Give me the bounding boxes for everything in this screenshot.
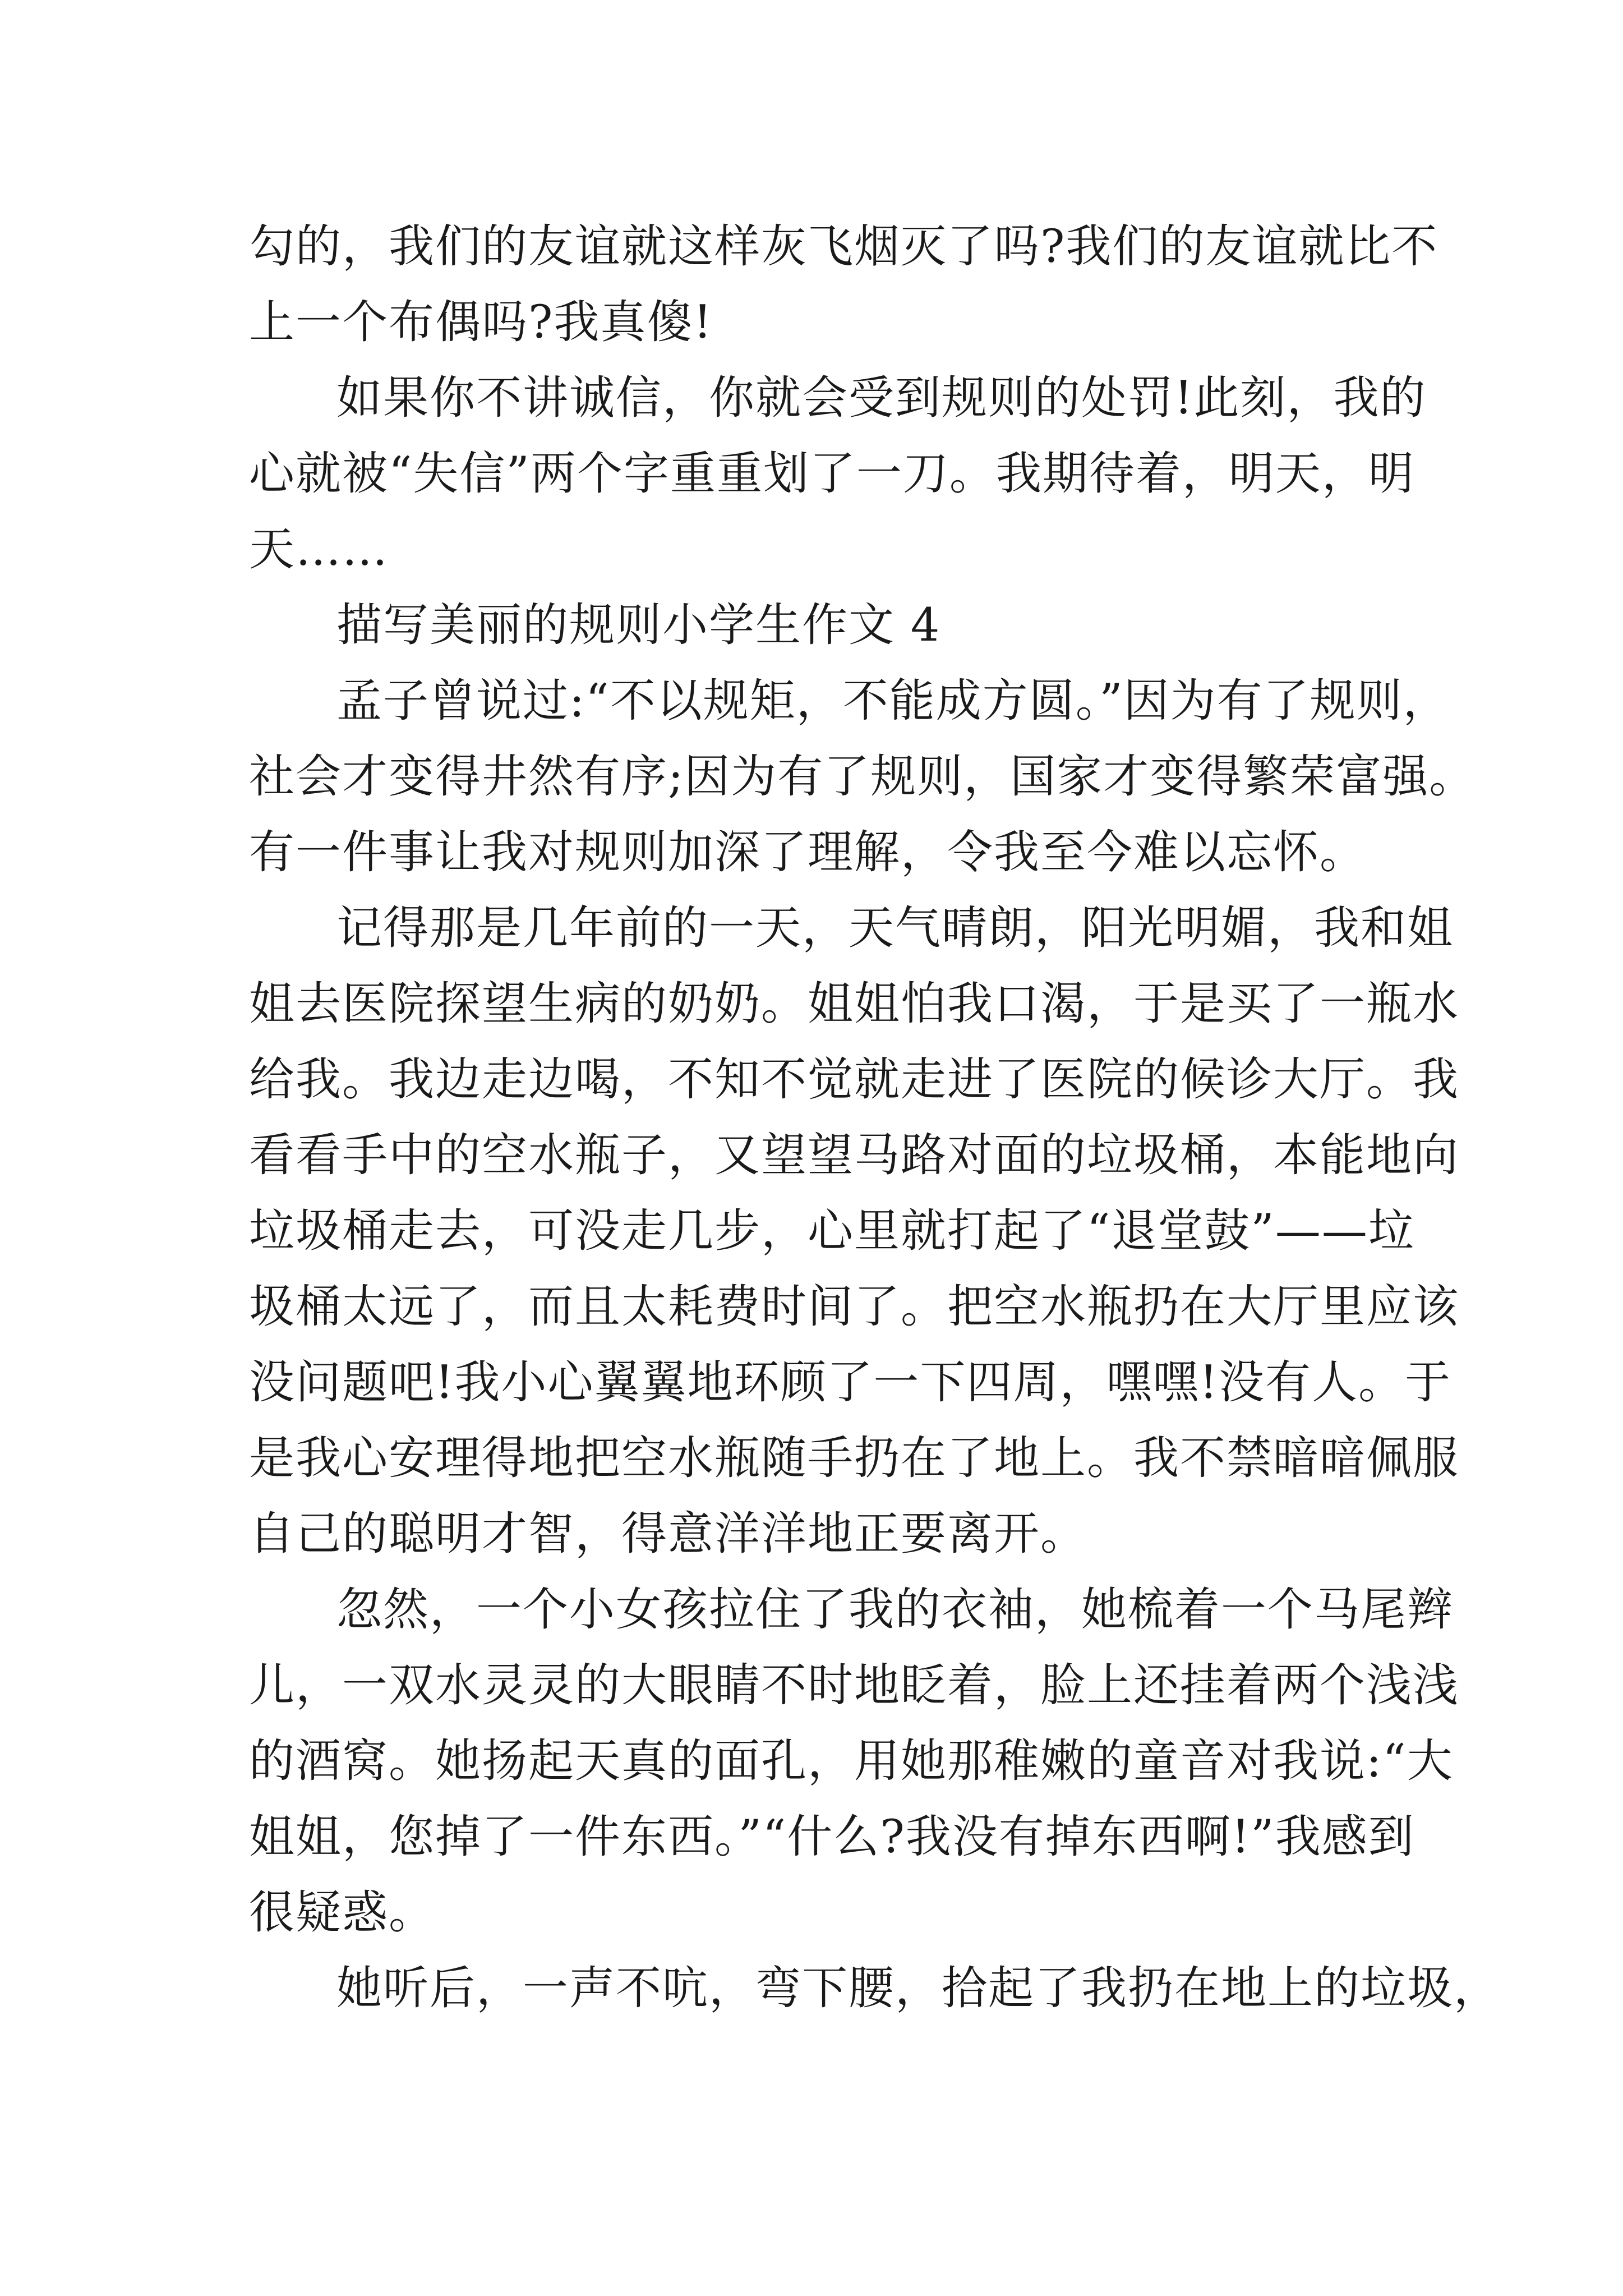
text-line: 社会才变得井然有序;因为有了规则，国家才变得繁荣富强。 bbox=[249, 751, 1476, 803]
text-line: 上一个布偶吗?我真傻! bbox=[249, 296, 713, 349]
text-line: 如果你不讲诚信，你就会受到规则的处罚!此刻，我的 bbox=[336, 372, 1427, 425]
text-line: 的酒窝。她扬起天真的面孔，用她那稚嫩的童音对我说:“大 bbox=[249, 1735, 1454, 1788]
text-line: 天…… bbox=[249, 523, 389, 576]
text-line: 孟子曾说过:“不以规矩，不能成方圆。”因为有了规则， bbox=[336, 675, 1450, 728]
text-line: 姐姐，您掉了一件东西。”“什么?我没有掉东西啊!”我感到 bbox=[249, 1811, 1415, 1864]
text-line: 没问题吧!我小心翼翼地环顾了一下四周，嘿嘿!没有人。于 bbox=[249, 1356, 1452, 1409]
section-heading: 描写美丽的规则小学生作文 4 bbox=[336, 599, 941, 652]
text-line: 记得那是几年前的一天，天气晴朗，阳光明媚，我和姐 bbox=[336, 902, 1454, 955]
text-line: 很疑惑。 bbox=[249, 1887, 436, 1939]
text-line: 勾的，我们的友谊就这样灰飞烟灭了吗?我们的友谊就比不 bbox=[249, 220, 1438, 273]
text-line: 给我。我边走边喝，不知不觉就走进了医院的候诊大厅。我 bbox=[249, 1053, 1460, 1106]
text-line: 圾桶太远了，而且太耗费时间了。把空水瓶扔在大厅里应该 bbox=[249, 1281, 1460, 1333]
text-line: 心就被“失信”两个字重重划了一刀。我期待着，明天，明 bbox=[249, 448, 1415, 500]
text-line: 有一件事让我对规则加深了理解，令我至今难以忘怀。 bbox=[249, 826, 1367, 879]
text-line: 儿，一双水灵灵的大眼睛不时地眨着，脸上还挂着两个浅浅 bbox=[249, 1659, 1460, 1712]
text-line: 自己的聪明才智，得意洋洋地正要离开。 bbox=[249, 1508, 1087, 1561]
text-line: 忽然，一个小女孩拉住了我的衣袖，她梳着一个马尾辫 bbox=[336, 1584, 1454, 1636]
text-line: 她听后，一声不吭，弯下腰，拾起了我扔在地上的垃圾， bbox=[336, 1962, 1501, 2015]
text-line: 姐去医院探望生病的奶奶。姐姐怕我口渴，于是买了一瓶水 bbox=[249, 978, 1460, 1030]
text-line: 是我心安理得地把空水瓶随手扔在了地上。我不禁暗暗佩服 bbox=[249, 1432, 1460, 1485]
text-line: 看看手中的空水瓶子，又望望马路对面的垃圾桶，本能地向 bbox=[249, 1129, 1460, 1182]
text-line: 垃圾桶走去，可没走几步，心里就打起了“退堂鼓”——垃 bbox=[249, 1205, 1415, 1258]
